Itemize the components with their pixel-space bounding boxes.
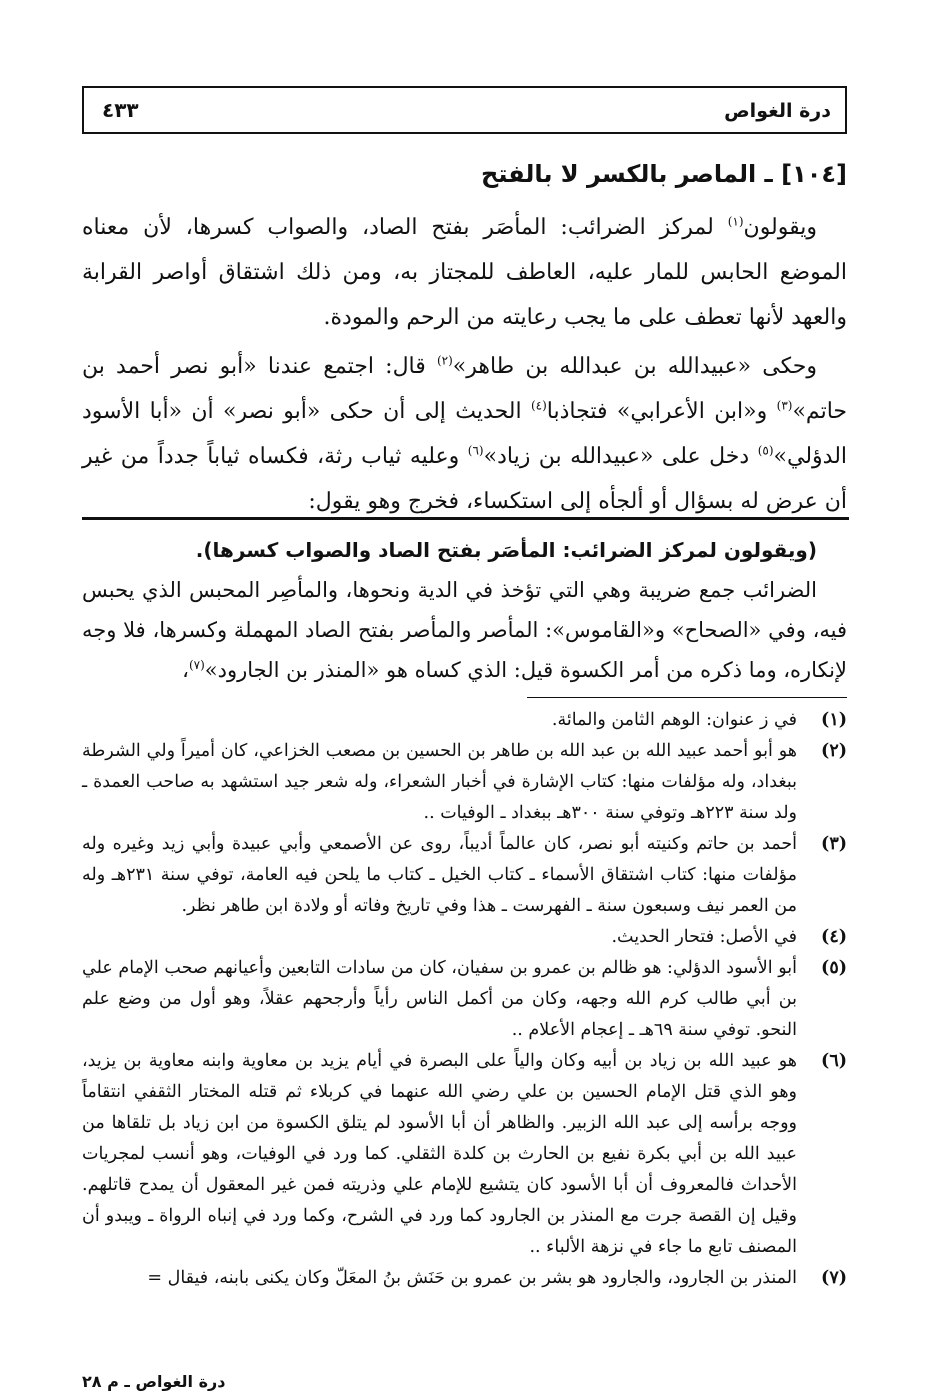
- footnote-text: المنذر بن الجارود، والجارود هو بشر بن عمرو بن حَنَش بنُ المعَلّ وكان يكنى بابنه، فيقال =: [147, 1268, 797, 1288]
- footnote-text: أحمد بن حاتم وكنيته أبو نصر، كان عالماً أديباً، روى عن الأصمعي وأبي عبيدة وأبي زيد وغيره وله مؤلفات منها: كتاب اشتقاق الأسماء ـ كتاب الخيل ـ كتاب ما يلحن فيه العامة، توفي سنة ٢٣١هـ وله من العمر نيف وسبعون سنة ـ الفهرست ـ هذا وفي تاريخ وفاته أو ولادة ابن طاهر نظر.: [82, 834, 797, 916]
- commentary-text-end: ،: [182, 658, 189, 682]
- footnote-ref-7[interactable]: (٧): [188, 658, 205, 672]
- commentary-heading: (ويقولون لمركز الضرائب: المأصَر بفتح الصاد والصواب كسرها).: [195, 538, 817, 562]
- footnote-item: [82, 922, 847, 953]
- running-header: [82, 86, 847, 134]
- footnote-item: [82, 1263, 847, 1294]
- footnote-number: (٣): [821, 834, 847, 854]
- footnote-ref-2[interactable]: (٢): [436, 353, 453, 368]
- footnote-item: [82, 829, 847, 922]
- signature-mark: درة الغواص ـ م ٢٨: [82, 1372, 226, 1391]
- footnote-divider: [527, 697, 847, 698]
- main-paragraph-2: [82, 344, 847, 524]
- footnote-ref-5[interactable]: (٥): [757, 443, 774, 458]
- footnote-text: أبو الأسود الدؤلي: هو ظالم بن عمرو بن سفيان، كان من سادات التابعين وأعيانهم صحب الإمام علي بن أبي طالب كرم الله وجهه، وكان من أكمل الناس رأياً وأرجحهم عقلاً، وهو أول من وضع علم النحو. توفي سنة ٦٩هـ ـ إعجام الأعلام ..: [82, 958, 797, 1040]
- main-paragraph-1: [82, 205, 847, 340]
- footnote-ref-1[interactable]: (١): [727, 214, 744, 229]
- para2-text-4: الحديث إلى أن حكى «أبو نصر» أن «أبا الأسود الدؤلي»: [82, 399, 848, 469]
- footnote-text: هو أبو أحمد عبيد الله بن عبد الله بن طاهر بن الحسين بن مصعب الخزاعي، كان أميراً ولي الشرطة ببغداد، وله مؤلفات منها: كتاب الإشارة في أخبار الشعراء، وله شعر جيد استشهد به صاحب العمدة ـ ولد سنة ٢٢٣هـ وتوفي سنة ٣٠٠هـ ببغداد ـ الوفيات ..: [82, 741, 797, 823]
- footnote-number: (٦): [821, 1051, 847, 1071]
- page-number: ٤٣٣: [102, 98, 139, 122]
- footnote-item: [82, 736, 847, 829]
- footnote-ref-4[interactable]: (٤): [530, 398, 547, 413]
- para2-text-2: قال: اجتمع عندنا «أبو نصر أحمد بن حاتم»: [82, 354, 847, 424]
- para1-text: لمركز الضرائب: المأصَر بفتح الصاد، والصواب كسرها، لأن معناه الموضع الحابس للمار عليه، العاطف للمجتاز به، ومن ذلك اشتقاق أواصر القرابة والعهد لأنها تعطف على ما يجب رعايته من الرحم والمودة.: [82, 215, 847, 330]
- para2-text-3: و«ابن الأعرابي» فتجاذبا: [546, 399, 777, 424]
- footnote-text: في ز عنوان: الوهم الثامن والمائة.: [551, 710, 797, 730]
- footnote-ref-6[interactable]: (٦): [467, 443, 484, 458]
- footnote-number: (١): [821, 710, 847, 730]
- footnote-number: (٥): [821, 958, 847, 978]
- footnote-ref-3[interactable]: (٣): [776, 398, 793, 413]
- commentary-text: الضرائب جمع ضريبة وهي التي تؤخذ في الدية ونحوها، والمأصِر المحبس الذي يحبس فيه، وفي «الصحاح» و«القاموس»: المأصر والمأصر بفتح الصاد المهملة وكسرها، فلا وجه لإنكاره، وما ذكره من أمر الكسوة قيل: الذي كساه هو «المنذر بن الجارود»: [82, 578, 847, 682]
- para2-text-6: وعليه ثياب رثة، فكساه ثياباً جدداً من غير أن عرض له بسؤال أو ألجأه إلى استكساء، فخرج وهو يقول:: [82, 444, 847, 514]
- footnote-text: في الأصل: فتحار الحديث.: [611, 927, 797, 947]
- footnotes-list: [82, 705, 847, 1294]
- para1-lead: ويقولون: [743, 215, 817, 240]
- footnote-item: [82, 705, 847, 736]
- commentary-block: [82, 530, 847, 690]
- footnote-item: [82, 1046, 847, 1263]
- footnote-number: (٢): [821, 741, 847, 761]
- footnote-item: [82, 953, 847, 1046]
- section-heading: [١٠٤] ـ الماصر بالكسر لا بالفتح: [481, 160, 847, 188]
- para2-text-5: دخل على «عبيدالله بن زياد»: [483, 444, 758, 469]
- footnote-number: (٤): [821, 927, 847, 947]
- commentary-body: [82, 570, 847, 690]
- running-header-title: درة الغواص: [724, 100, 831, 122]
- footnote-number: (٧): [821, 1268, 847, 1288]
- commentary-divider: [82, 517, 849, 520]
- para2-text-1: وحكى «عبيدالله بن عبدالله بن طاهر»: [452, 354, 817, 379]
- footnote-text: هو عبيد الله بن زياد بن أبيه وكان والياً على البصرة في أيام يزيد بن معاوية وابنه معاوية بن يزيد، وهو الذي قتل الإمام الحسين بن علي رضي الله عنهما في كربلاء ثم قتله المختار الثقفي انتقاماً ووجه برأسه إلى عبد الله الزبير. والظاهر أن أبا الأسود لم يتلق الكسوة من ابن زياد بل تلقاها من عبيد الله بن أبي بكرة نفيع بن الحارث بن كلدة الثقلي. كما ورد في الوفيات، وهو أنسب لمجريات الأحداث فالمعروف أن أبا الأسود كان يتشيع للإمام علي وذريته فمن غير المعقول أن يمدح قاتلهم. وقيل إن القصة جرت مع المنذر بن الجارود كما ورد في الشرح، وكما ورد في إنباه الرواة ـ ويبدو أن المصنف تابع ما جاء في نزهة الألباء ..: [82, 1051, 797, 1257]
